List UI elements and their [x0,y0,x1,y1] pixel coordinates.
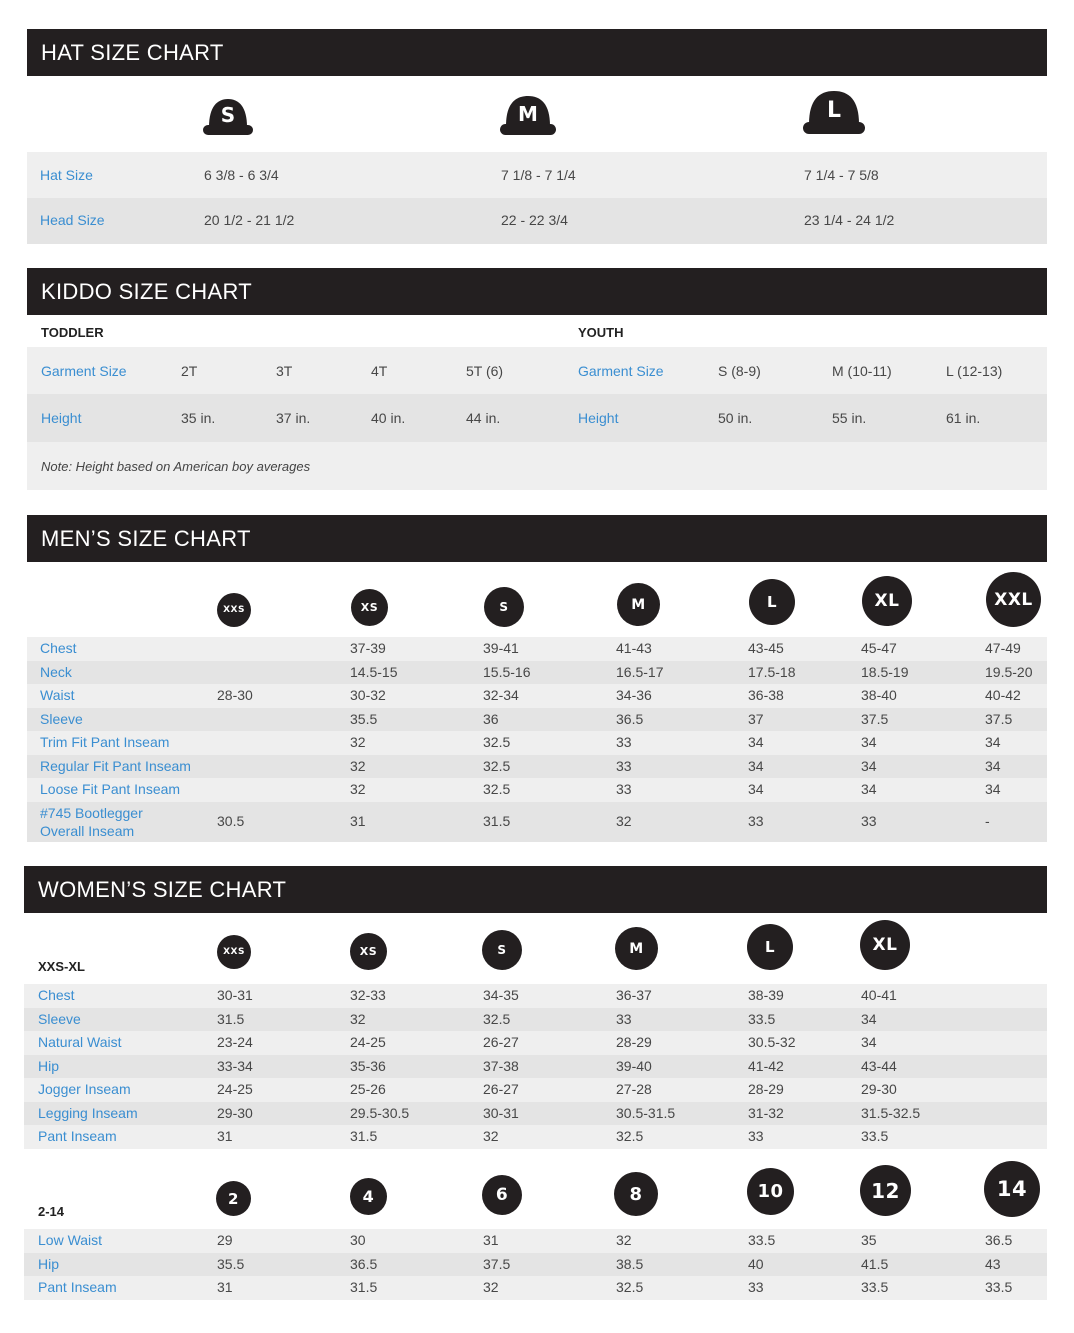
row-value: 33-34 [217,1057,253,1074]
row-value: 47-49 [985,640,1021,656]
womens-size-s-icon: S [482,930,522,970]
row-value: 34 [985,757,1001,774]
row-label: Sleeve [38,1010,81,1027]
mens-size-xs-icon: XS [351,589,388,626]
row-value: 32.5 [483,781,511,797]
row-value: 36.5 [350,1255,378,1272]
row-value: 36-38 [748,687,784,703]
womens-chart-title: WOMEN’S SIZE CHART [24,866,1047,913]
row-value: 36.5 [616,710,644,727]
table-row [24,1031,1047,1055]
row-value: 32 [483,1279,499,1295]
row-value: 45-47 [861,640,897,656]
row-value: 32 [350,1010,366,1027]
row-value: 19.5-20 [985,663,1033,680]
row-value: 24-25 [217,1081,253,1097]
row-value: 31 [350,812,366,829]
row-value: 34-35 [483,987,519,1003]
row-value: 31.5 [350,1128,378,1144]
table-row [27,755,1047,779]
row-value: 33 [748,812,764,829]
hat-row-head-size: Head Size 20 1/2 - 21 1/2 22 - 22 3/4 23 1/4 - 24 1/2 [27,198,1047,244]
row-label: Pant Inseam [38,1279,117,1295]
row-value: 29-30 [217,1104,253,1121]
row-value: 31 [217,1128,233,1144]
row-value: 41.5 [861,1255,889,1272]
row-value: 32 [350,781,366,797]
row-value: 32 [616,1232,632,1248]
row-value: 34 [861,734,877,750]
row-value: 36 [483,710,499,727]
row-value: 30-32 [350,687,386,703]
row-value: 35.5 [217,1255,245,1272]
table-row [24,1276,1047,1300]
row-value: 33.5 [861,1128,889,1144]
row-value: 35.5 [350,710,378,727]
kiddo-row-garment: Garment Size 2T 3T 4T 5T (6) Garment Size S (8-9) M (10-11) L (12-13) [27,347,1047,394]
mens-size-l-icon: L [749,579,795,625]
row-label: Legging Inseam [38,1104,138,1121]
toddler-label: TODDLER [41,325,104,340]
row-value: 33.5 [748,1010,776,1027]
row-label: Natural Waist [38,1034,122,1050]
table-row [24,1125,1047,1149]
row-label: Hip [38,1057,60,1074]
mens-size-xl-icon: XL [862,576,912,626]
row-label: Low Waist [38,1232,103,1248]
row-value: 36.5 [985,1232,1013,1248]
row-value: 43 [985,1255,1001,1272]
row-value: 34 [748,734,764,750]
row-value: 33 [616,781,632,797]
row-value: 33.5 [748,1232,776,1248]
mens-size-xxs-icon: XXS [217,593,251,627]
table-row [27,661,1047,685]
row-value: 31 [483,1232,499,1248]
kiddo-chart-title: KIDDO SIZE CHART [27,268,1047,315]
row-value: 37.5 [483,1255,511,1272]
table-row [27,778,1047,802]
row-value: 28-30 [217,687,253,703]
row-value: 28-29 [616,1034,652,1050]
row-value: 31 [217,1279,233,1295]
youth-label: YOUTH [578,325,624,340]
womens-group1-label: XXS-XL [38,959,85,974]
row-value: 32-33 [350,987,386,1003]
womens-size-12-icon: 12 [860,1165,911,1216]
womens-size-xxs-icon: XXS [217,935,251,969]
hat-m-icon: M [500,94,556,142]
womens-size-6-icon: 6 [482,1175,522,1215]
row-value: 40-41 [861,987,897,1003]
mens-chart-title: MEN’S SIZE CHART [27,515,1047,562]
row-value: 32.5 [483,734,511,750]
womens-size-xs-icon: XS [350,933,387,970]
hat-l-icon: L [803,89,865,141]
row-value: 33 [616,1010,632,1027]
row-value: 24-25 [350,1034,386,1050]
womens-size-xl-icon: XL [860,920,910,970]
womens-group2-label: 2-14 [38,1204,65,1219]
table-row [24,1055,1047,1079]
row-value: 40 [748,1255,764,1272]
row-label: Hip [38,1255,60,1272]
row-value: 14.5-15 [350,663,398,680]
row-value: 32 [616,812,632,829]
row-label: Regular Fit Pant Inseam [40,757,191,774]
row-value: 34 [748,781,764,797]
row-value: 37-39 [350,640,386,656]
table-row [24,1008,1047,1032]
row-label: Sleeve [40,710,83,727]
row-value: 31.5 [350,1279,378,1295]
row-value: 29.5-30.5 [350,1104,410,1121]
row-value: 26-27 [483,1034,519,1050]
row-value: 37-38 [483,1057,519,1074]
row-value: 30-31 [483,1104,519,1121]
womens-size-14-icon: 14 [984,1161,1040,1217]
row-label: Overall Inseam [40,822,135,839]
row-value: 16.5-17 [616,663,664,680]
table-row [24,1253,1047,1277]
table-row [27,731,1047,755]
row-value: 18.5-19 [861,663,909,680]
row-value: 36-37 [616,987,652,1003]
row-value: 30.5-31.5 [616,1104,676,1121]
table-row [24,1078,1047,1102]
row-value: 32 [350,757,366,774]
row-value: 33.5 [861,1279,889,1295]
table-row [24,984,1047,1008]
row-label: Pant Inseam [38,1128,117,1144]
mens-size-s-icon: S [484,587,524,627]
row-value: 32 [350,734,366,750]
table-row [27,708,1047,732]
row-value: 32 [483,1128,499,1144]
row-value: 38-40 [861,687,897,703]
row-value: 34 [861,781,877,797]
row-value: 30.5-32 [748,1034,796,1050]
row-value: 43-45 [748,640,784,656]
row-value: 31-32 [748,1104,784,1121]
row-value: 33 [616,734,632,750]
row-value: 17.5-18 [748,663,796,680]
row-value: 34 [861,1034,877,1050]
row-value: 30.5 [217,812,245,829]
row-value: 37.5 [861,710,889,727]
row-value: 29-30 [861,1081,897,1097]
mens-size-m-icon: M [617,583,660,626]
row-value: 34-36 [616,687,652,703]
row-value: 31.5 [217,1010,245,1027]
row-value: 32.5 [616,1279,644,1295]
womens-size-m-icon: M [615,927,658,970]
womens-size-2-icon: 2 [216,1181,251,1216]
row-value: 39-40 [616,1057,652,1074]
row-value: 32.5 [483,757,511,774]
hat-row-hat-size: Hat Size 6 3/8 - 6 3/4 7 1/8 - 7 1/4 7 1/4 - 7 5/8 [27,152,1047,198]
row-value: 15.5-16 [483,663,531,680]
row-label: Loose Fit Pant Inseam [40,781,181,797]
row-value: 38-39 [748,987,784,1003]
table-row [27,802,1047,843]
row-value: 30-31 [217,987,253,1003]
hat-s-icon: S [203,97,253,142]
table-row [27,684,1047,708]
row-value: 33 [748,1279,764,1295]
row-value: 40-42 [985,687,1021,703]
mens-size-xxl-icon: XXL [986,572,1041,627]
row-label: Chest [38,987,75,1003]
row-value: 41-42 [748,1057,784,1074]
row-value: 31.5 [483,812,511,829]
row-value: 37 [748,710,764,727]
row-label: Trim Fit Pant Inseam [40,734,170,750]
row-label: Chest [40,640,77,656]
womens-size-4-icon: 4 [350,1178,387,1215]
row-label: #745 Bootlegger [40,804,143,821]
kiddo-note-row [27,442,1047,490]
row-value: 34 [861,1010,877,1027]
kiddo-note: Note: Height based on American boy averages [41,459,311,474]
row-value: 41-43 [616,640,652,656]
row-value: 32.5 [483,1010,511,1027]
row-value: 23-24 [217,1034,253,1050]
row-value: 33 [616,757,632,774]
row-value: 35 [861,1232,877,1248]
row-value: 35-36 [350,1057,386,1074]
row-value: 30 [350,1232,366,1248]
row-value: 29 [217,1232,233,1248]
row-value: 43-44 [861,1057,897,1074]
row-value: 32-34 [483,687,519,703]
row-value: 34 [748,757,764,774]
kiddo-row-height: Height 35 in. 37 in. 40 in. 44 in. Height 50 in. 55 in. 61 in. [27,394,1047,442]
womens-size-l-icon: L [747,924,793,970]
row-value: 34 [985,781,1001,797]
row-value: 37.5 [985,710,1013,727]
table-row [24,1102,1047,1126]
row-value: 32.5 [616,1128,644,1144]
row-value: 31.5-32.5 [861,1104,921,1121]
row-value: 38.5 [616,1255,644,1272]
row-value: 34 [985,734,1001,750]
womens-size-10-icon: 10 [747,1168,794,1215]
row-value: 33 [748,1128,764,1144]
row-value: 34 [861,757,877,774]
row-value: 25-26 [350,1081,386,1097]
row-value: 33.5 [985,1279,1013,1295]
row-value: 27-28 [616,1081,652,1097]
womens-size-8-icon: 8 [614,1172,658,1216]
row-value: 33 [861,812,877,829]
table-row [24,1229,1047,1253]
hat-chart-title: HAT SIZE CHART [27,29,1047,76]
row-label: Neck [40,663,72,680]
row-label: Waist [40,687,75,703]
row-value: 39-41 [483,640,519,656]
row-value: 28-29 [748,1081,784,1097]
table-row [27,637,1047,661]
row-value: 26-27 [483,1081,519,1097]
row-label: Jogger Inseam [38,1081,131,1097]
row-value: - [985,812,990,829]
